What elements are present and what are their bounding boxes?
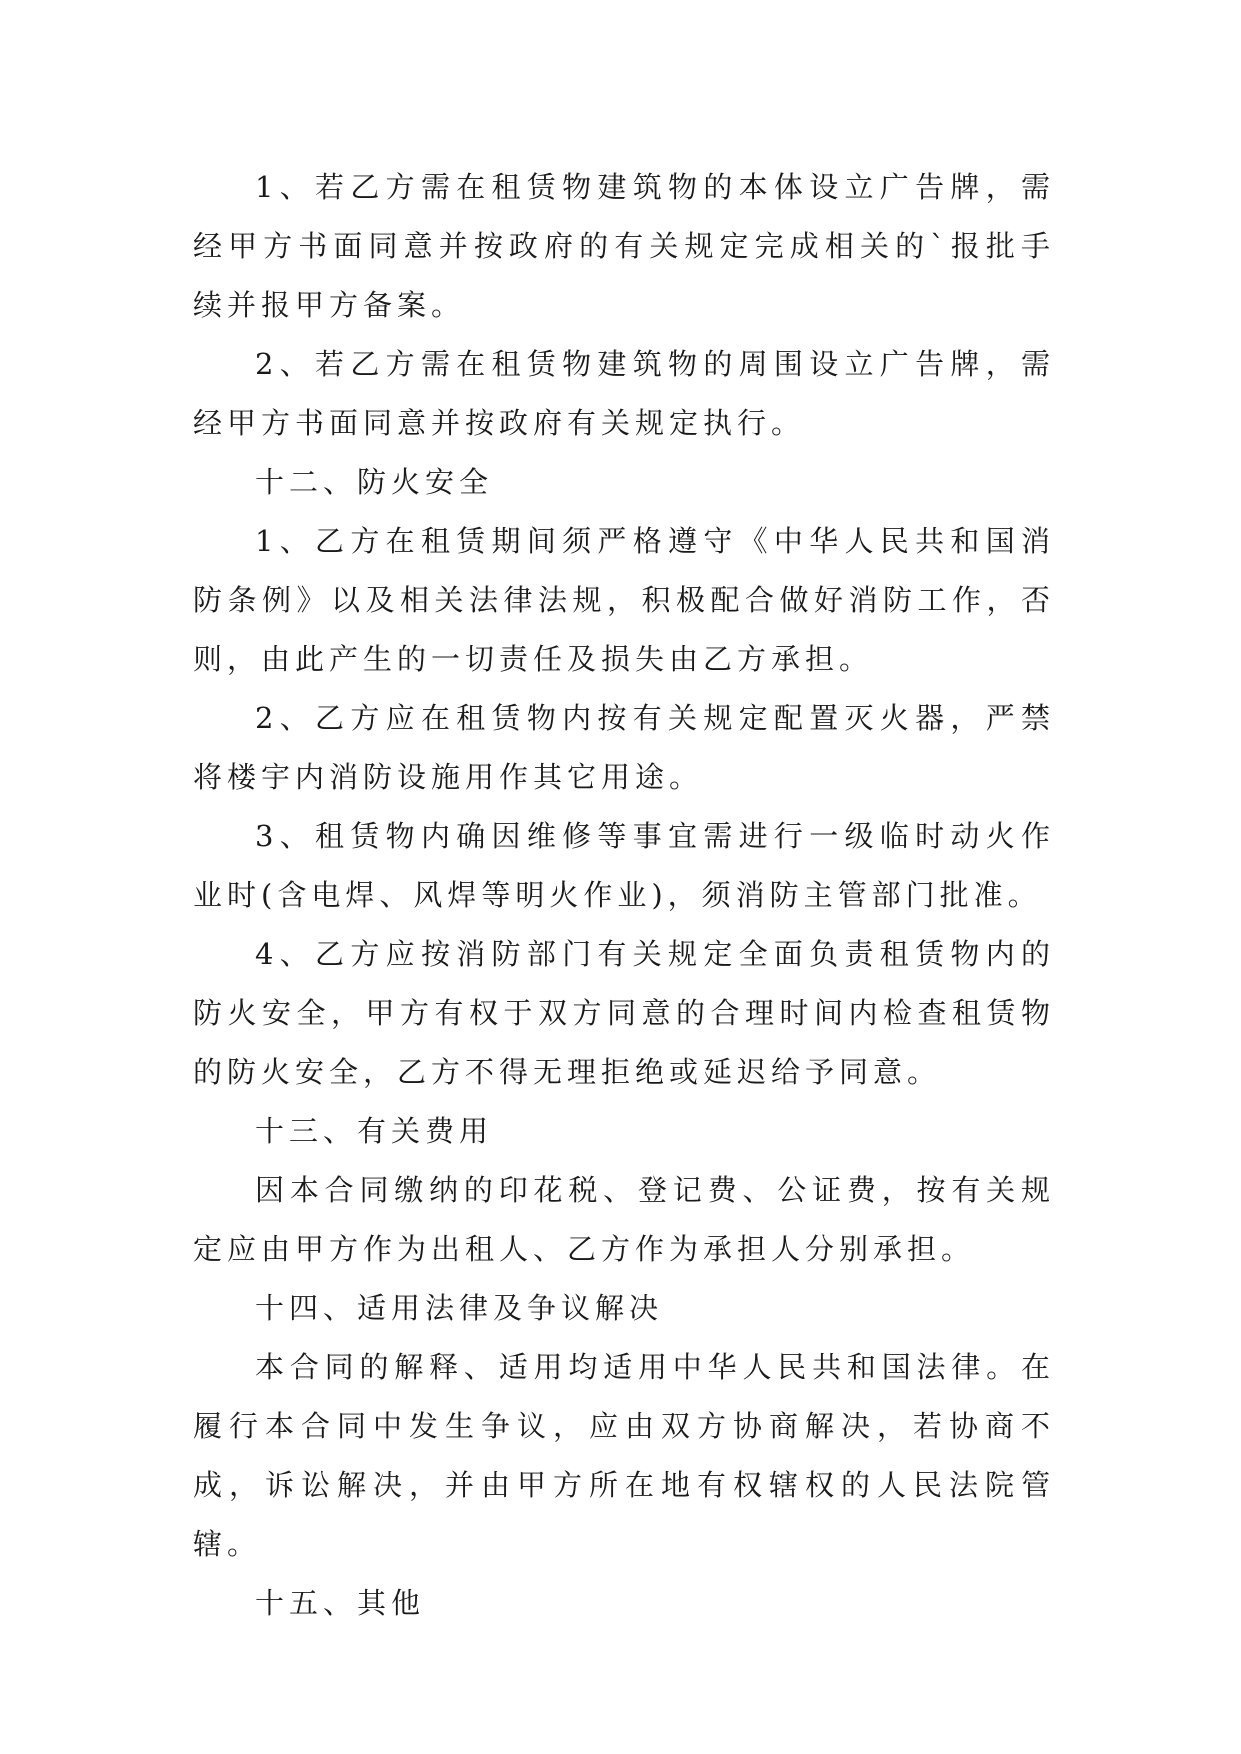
paragraph-dispute-resolution: 本合同的解释、适用均适用中华人民共和国法律。在履行本合同中发生争议，应由双方协商解决，若协商不成，诉讼解决，并由甲方所在地有权辖权的人民法院管辖。 (193, 1350, 1055, 1561)
paragraph-fire-extinguishers: 2、乙方应在租赁物内按有关规定配置灭火器，严禁将楼宇内消防设施用作其它用途。 (193, 701, 1055, 794)
section-heading-other: 十五、其他 (255, 1586, 426, 1620)
paragraph-ad-sign-building-body: 1、若乙方需在租赁物建筑物的本体设立广告牌，需经甲方书面同意并按政府的有关规定完成相关的`报批手续并报甲方备案。 (193, 170, 1055, 322)
paragraph-fire-safety-responsibility: 4、乙方应按消防部门有关规定全面负责租赁物内的防火安全，甲方有权于双方同意的合理时间内检查租赁物的防火安全，乙方不得无理拒绝或延迟给予同意。 (193, 937, 1055, 1089)
paragraph-hot-work-approval: 3、租赁物内确因维修等事宜需进行一级临时动火作业时(含电焊、风焊等明火作业)，须消防主管部门批准。 (193, 819, 1055, 912)
section-heading-applicable-law: 十四、适用法律及争议解决 (255, 1291, 664, 1325)
section-heading-fire-safety: 十二、防火安全 (255, 465, 494, 499)
section-heading-related-fees: 十三、有关费用 (255, 1114, 494, 1148)
paragraph-ad-sign-building-surroundings: 2、若乙方需在租赁物建筑物的周围设立广告牌，需经甲方书面同意并按政府有关规定执行。 (193, 347, 1055, 440)
document-body (193, 158, 1055, 1633)
paragraph-fees: 因本合同缴纳的印花税、登记费、公证费，按有关规定应由甲方作为出租人、乙方作为承担人分别承担。 (193, 1173, 1055, 1266)
paragraph-fire-regulations: 1、乙方在租赁期间须严格遵守《中华人民共和国消防条例》以及相关法律法规，积极配合做好消防工作，否则，由此产生的一切责任及损失由乙方承担。 (193, 524, 1055, 676)
